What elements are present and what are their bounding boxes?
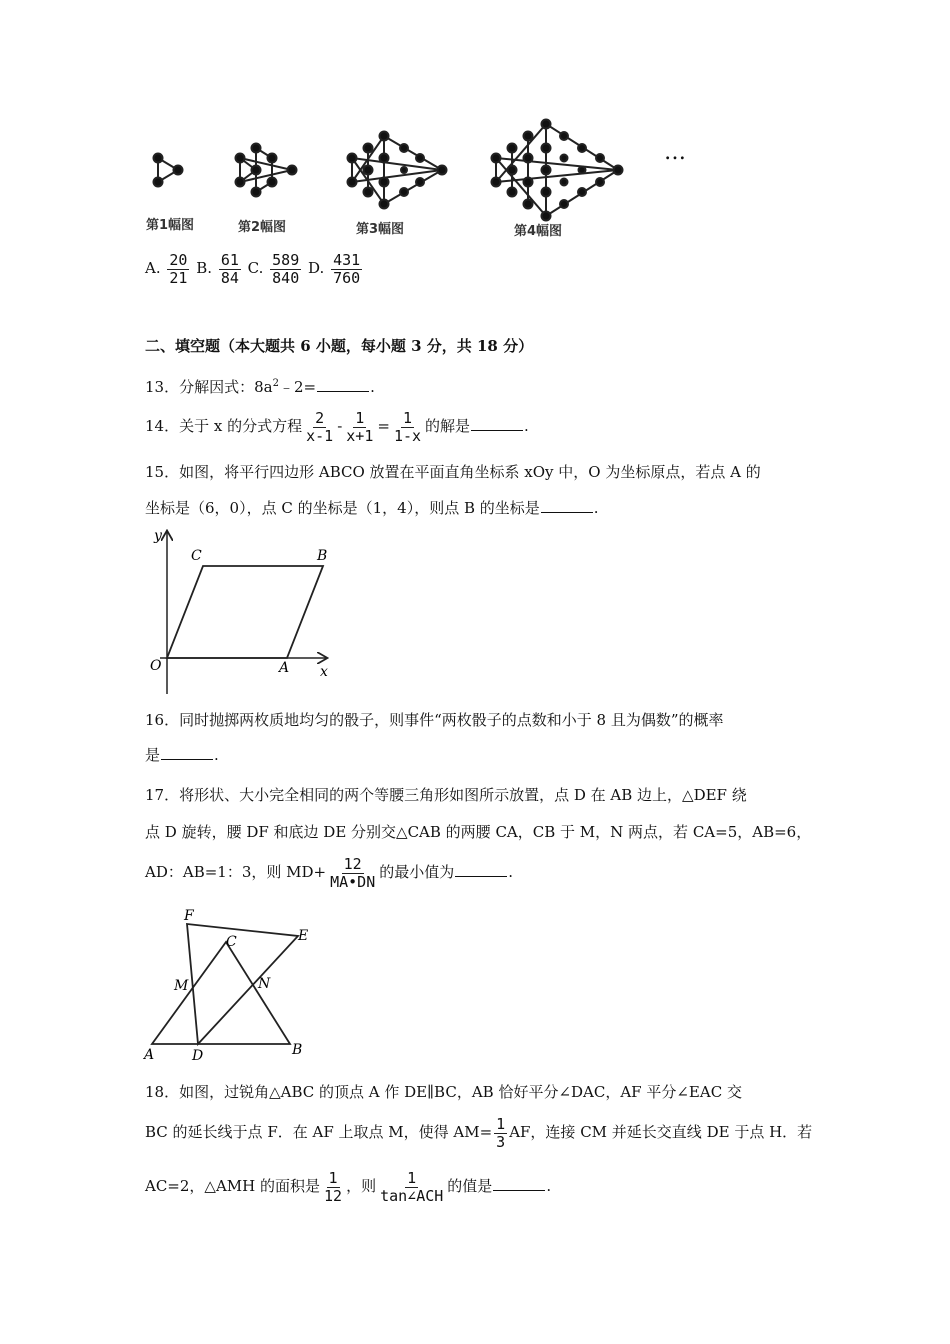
q18-fraction-area: $\frac{1}{12}$ [324,1168,343,1205]
question-17-line-2: 点 D 旋转，腰 DF 和底边 DE 分别交△CAB 的两腰 CA，CB 于 M，N 两点，若 CA=5，AB=6， [145,823,812,841]
point-m-label: M [174,978,189,994]
question-13: 13．分解因式：$8a^2﹣2=$ . [145,378,375,396]
question-18-line-2: BC 的延长线于点 F．在 AF 上取点 M，使得 AM= $\frac{1}{3}$ AF，连接 CM 并延长交直线 DE 于点 H．若 [145,1114,813,1151]
q14-fraction-1: $\frac{2}{x-1}$ [306,408,334,445]
q14-fraction-2: $\frac{1}{x+1}$ [346,408,374,445]
point-c-label: C [191,548,202,564]
q16-answer-blank[interactable] [161,745,213,760]
q15-coordinate-figure [140,524,340,699]
q18-fraction-tan: $\frac{1}{\text{tan∠ACH}}$ [380,1168,444,1205]
question-14: 14．关于 x 的分式方程 $\frac{2}{x-1}$ - $\frac{1}{x+1}$ = $\frac{1}{1-x}$ 的解是 . [145,408,529,445]
section-2-heading: 二、填空题（本大题共 6 小题，每小题 3 分，共 18 分） [145,337,534,355]
q14-answer-blank[interactable] [471,416,523,431]
q17-fraction: $\frac{12}{MA•DN}$ [330,854,376,891]
dot-pattern-figures [140,112,700,222]
q17-triangle-figure [140,904,330,1064]
point-b-label: B [292,1042,303,1058]
q14-fraction-3: $\frac{1}{1-x}$ [393,408,422,445]
point-a-label: A [144,1047,155,1063]
q13-answer-blank[interactable] [317,377,369,392]
option-b-label: B. [196,259,213,277]
figures-ellipsis: … [664,140,686,165]
option-b-fraction: $\frac{61}{84}$ [220,250,239,287]
figure-3-dots [348,132,447,209]
point-a-label: A [279,660,290,676]
figure-4-caption: 第4幅图 [514,224,563,239]
question-15-line-2: 坐标是（6，0），点 C 的坐标是（1，4），则点 B 的坐标是 . [145,499,599,517]
figure-1-dots [154,154,183,187]
x-axis-label: x [320,664,328,680]
question-17-line-1: 17．将形状、大小完全相同的两个等腰三角形如图所示放置，点 D 在 AB 边上，△DEF 绕 [145,786,747,804]
q15-answer-blank[interactable] [541,498,593,513]
point-b-label: B [317,548,328,564]
figure-2-dots [236,144,297,197]
option-c-label: C. [247,259,264,277]
option-d-fraction: $\frac{431}{760}$ [333,250,361,287]
question-15-line-1: 15．如图，将平行四边形 ABCO 放置在平面直角坐标系 xOy 中，O 为坐标原点，若点 A 的 [145,463,761,481]
point-d-label: D [192,1048,204,1064]
option-a-fraction: $\frac{20}{21}$ [169,250,188,287]
figure-2-caption: 第2幅图 [238,220,287,235]
question-17-line-3: AD：AB=1：3，则 MD+ $\frac{12}{MA•DN}$ 的最小值为 . [145,854,514,891]
point-f-label: F [184,908,194,924]
point-o-label: O [150,658,162,674]
y-axis-label: y [154,528,162,544]
question-18-line-1: 18．如图，过锐角△ABC 的顶点 A 作 DE∥BC，AB 恰好平分∠DAC，AF 平分∠EAC 交 [145,1083,742,1101]
option-a-label: A. [145,259,161,277]
question-16-line-2: 是 . [145,746,219,764]
point-c-label: C [226,934,237,950]
option-d-label: D. [308,259,325,277]
question-18-line-3: AC=2，△AMH 的面积是 $\frac{1}{12}$ ，则 $\frac{1}{\text{tan∠ACH}}$ 的值是 . [145,1168,552,1205]
figure-4-dots [492,120,623,221]
q12-options [145,246,364,290]
question-16-line-1: 16．同时抛掷两枚质地均匀的骰子，则事件“两枚骰子的点数和小于 8 且为偶数”的概率 [145,711,724,729]
figure-1-caption: 第1幅图 [146,218,195,233]
figure-3-caption: 第3幅图 [356,222,405,237]
option-c-fraction: $\frac{589}{840}$ [272,250,300,287]
q18-answer-blank[interactable] [493,1176,545,1191]
point-n-label: N [258,976,271,992]
q18-fraction-am: $\frac{1}{3}$ [496,1114,506,1151]
q17-answer-blank[interactable] [455,862,507,877]
point-e-label: E [298,928,309,944]
